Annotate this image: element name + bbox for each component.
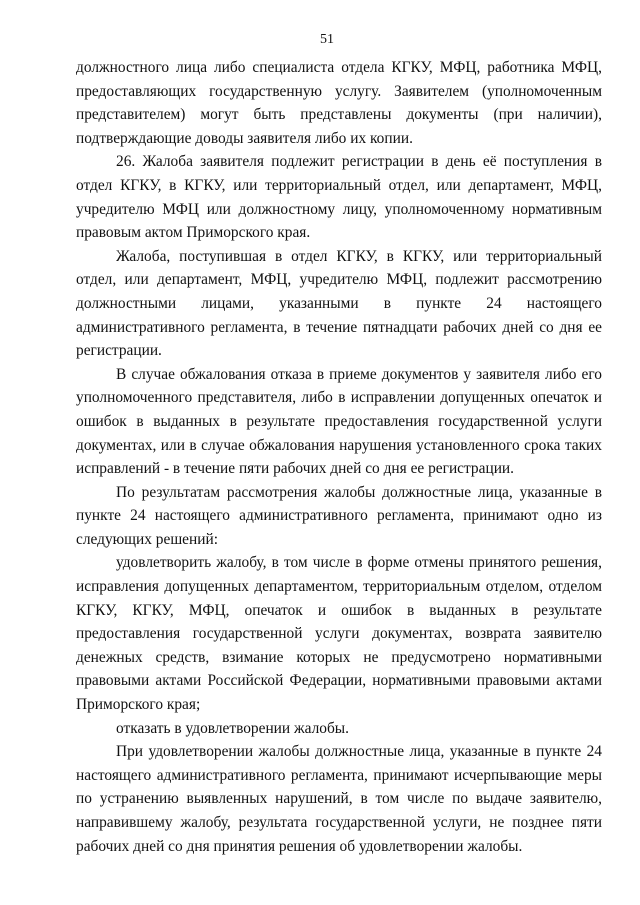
paragraph-item-26: 26. Жалоба заявителя подлежит регистрации в день её поступления в отдел КГКУ, в КГКУ, или территориальный отдел, или департамент, МФЦ, учредителю МФЦ или должностному лицу, уполномоченному нормативным правовым актом Приморского края. xyxy=(76,153,602,242)
paragraph-satisfaction-measures: При удовлетворении жалобы должностные лица, указанные в пункте 24 настоящего административного регламента, принимают исчерпывающие меры по устранению выявленных нарушений, в том числе по выдаче заявителю, направившему жалобу, результата государственной услуги, не позднее пяти рабочих дней со дня принятия решения об удовлетворении жалобы. xyxy=(76,743,602,855)
paragraph-decisions-intro: По результатам рассмотрения жалобы должностные лица, указанные в пункте 24 настоящего административного регламента, принимают одно из следующих решений: xyxy=(76,483,602,548)
page-number: 51 xyxy=(320,32,334,47)
paragraph-decision-satisfy: удовлетворить жалобу, в том числе в форме отмены принятого решения, исправления допущенных департаментом, территориальным отделом, отделом КГКУ, КГКУ, МФЦ, опечаток и ошибок в выданных в результате предоставления государственной услуги документах, возврата заявителю денежных средств, взимание которых не предусмотрено нормативными правовыми актами Российской Федерации, нормативными правовыми актами Приморского края; xyxy=(76,554,602,714)
paragraph-decision-refuse: отказать в удовлетворении жалобы. xyxy=(116,719,350,737)
paragraph-refusal-appeal: В случае обжалования отказа в приеме документов у заявителя либо его уполномоченного представителя, либо в исправлении допущенных опечаток и ошибок в выданных в результате предоставления государственной услуги документах, или в случае обжалования нарушения установленного срока таких исправлений - в течение пяти рабочих дней со дня ее регистрации. xyxy=(76,365,602,478)
paragraph-review-term: Жалоба, поступившая в отдел КГКУ, в КГКУ, или территориальный отдел, или департамент, МФЦ, учредителю МФЦ, подлежит рассмотрению должностными лицами, указанными в пункте 24 настоящего административного регламента, в течение пятнадцати рабочих дней со дня ее регистрации. xyxy=(76,247,602,360)
paragraph-continuation: должностного лица либо специалиста отдела КГКУ, МФЦ, работника МФЦ, предоставляющих государственную услугу. Заявителем (уполномоченным представителем) могут быть представлены документы (при наличии), подтверждающие доводы заявителя либо их копии. xyxy=(76,59,602,147)
